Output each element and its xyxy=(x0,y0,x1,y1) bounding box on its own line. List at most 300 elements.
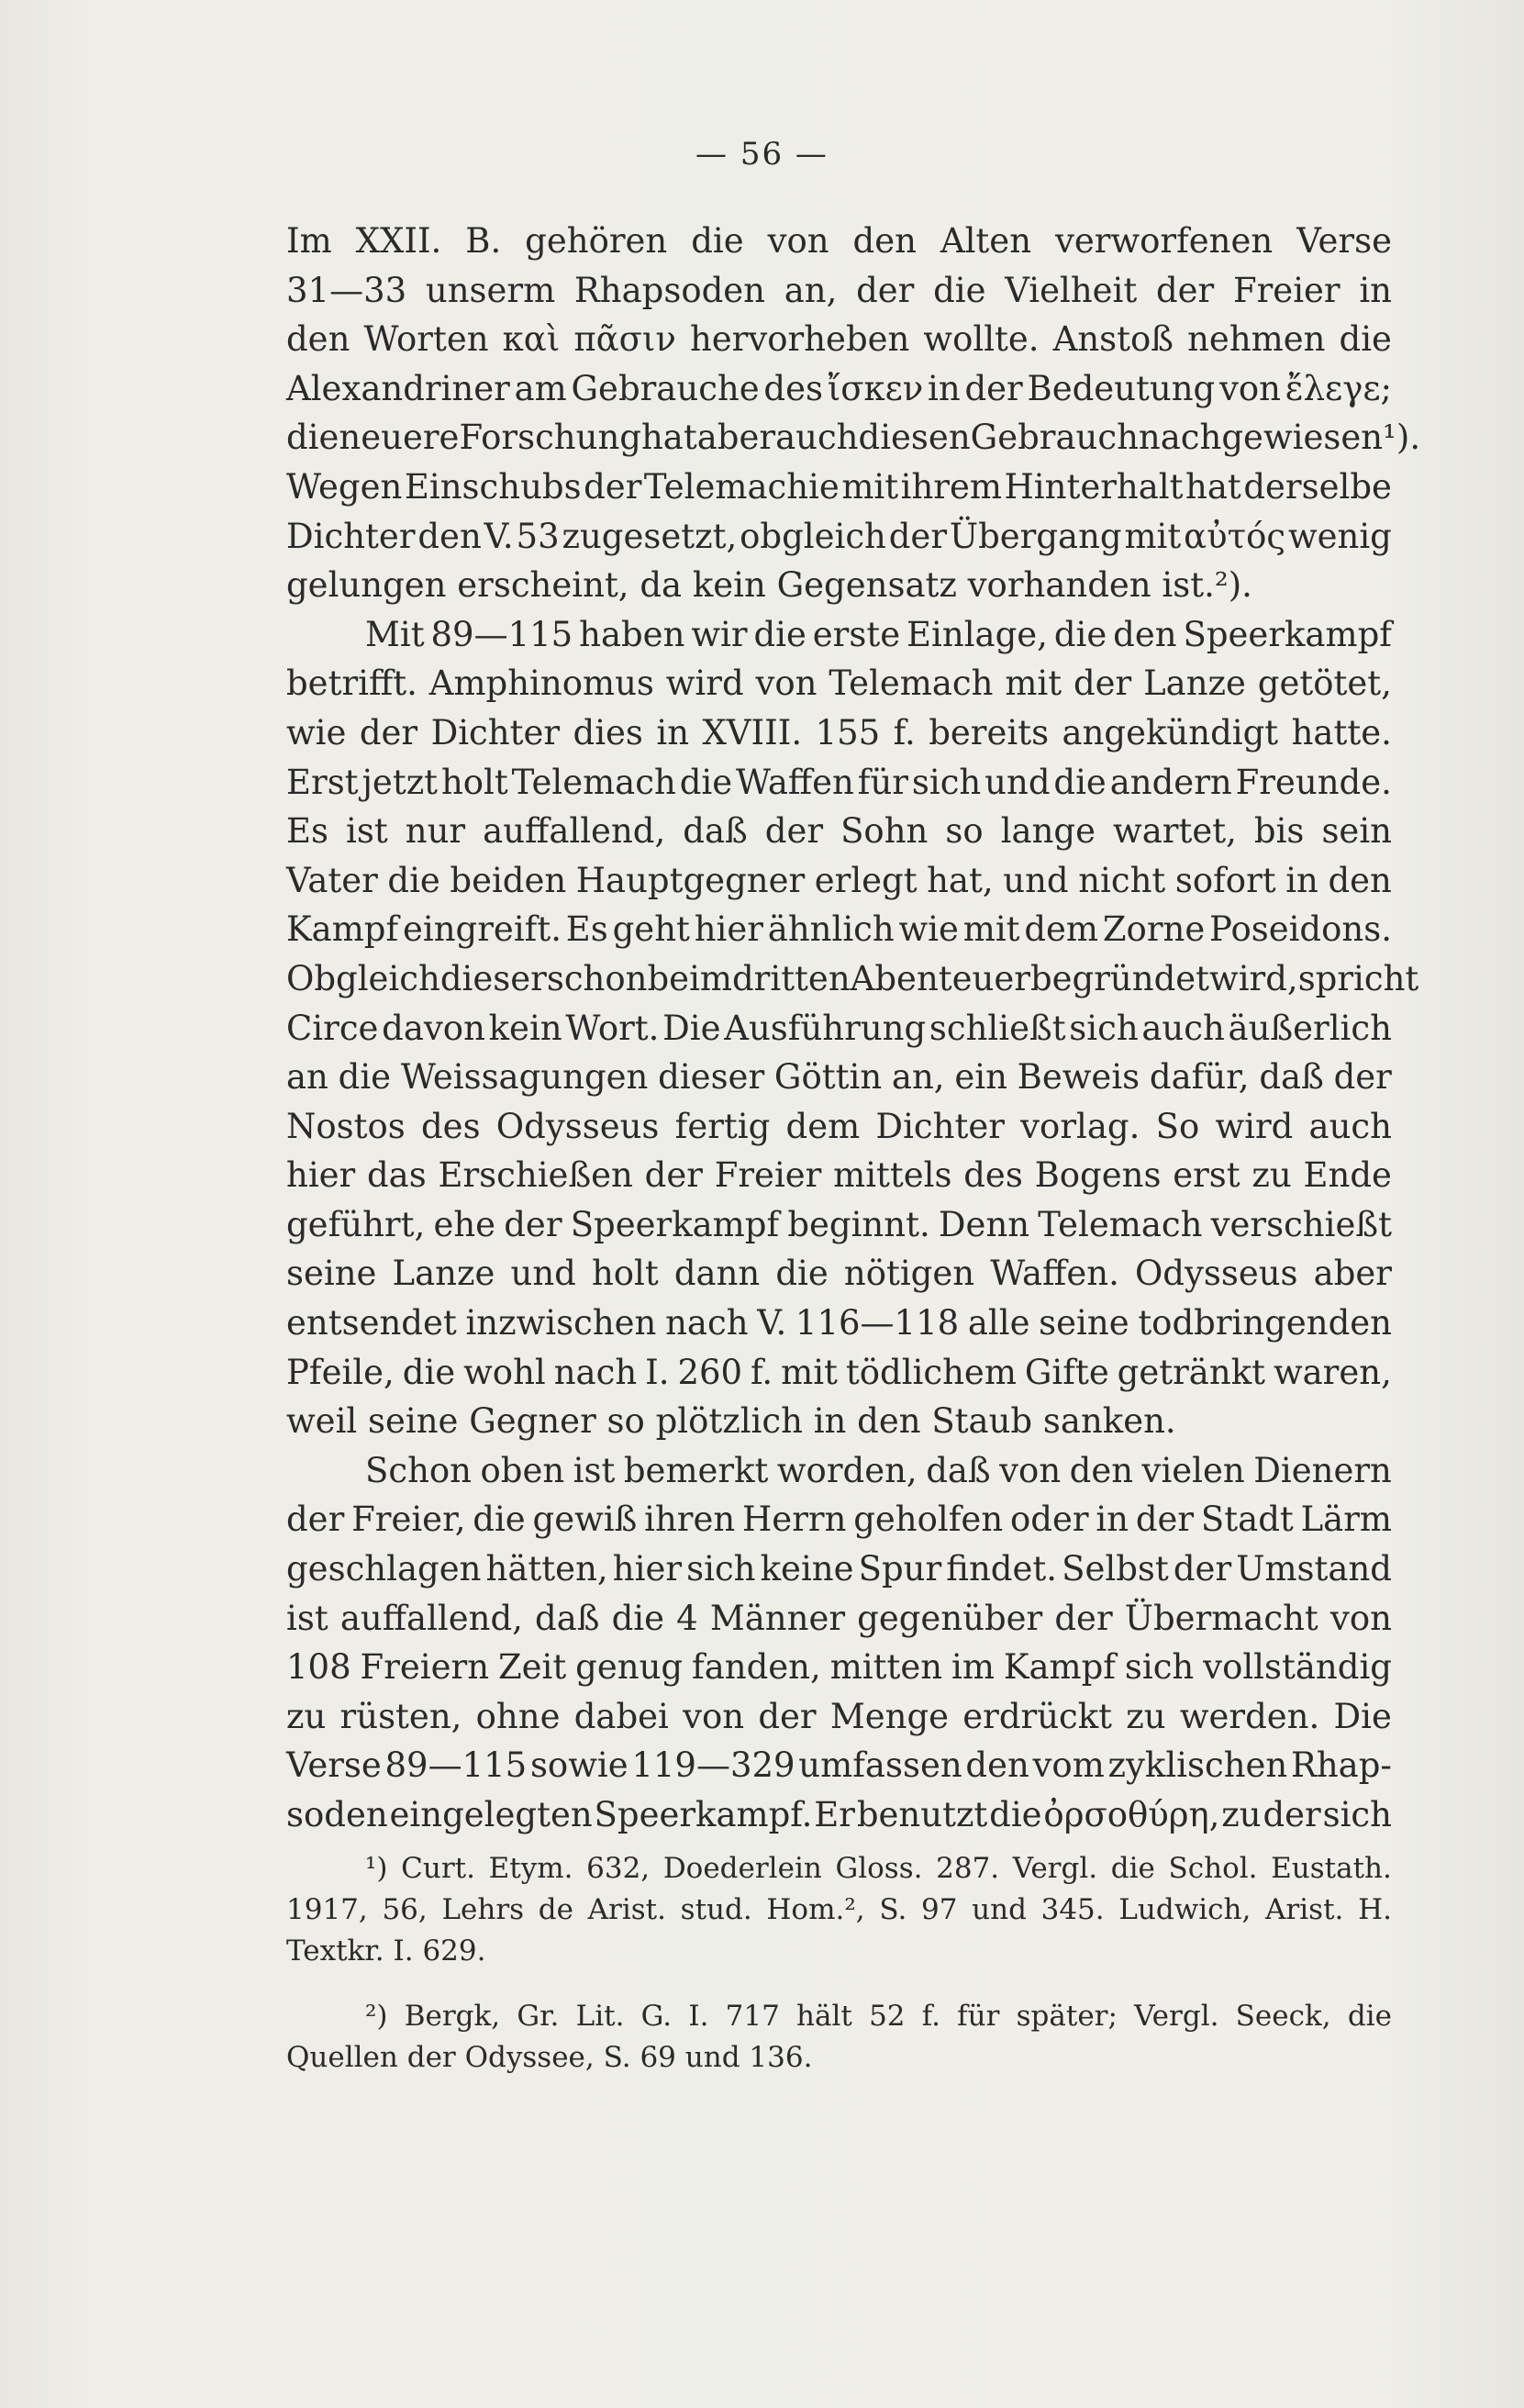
page-number: — 56 — xyxy=(695,136,829,173)
footnote-line xyxy=(286,1890,1392,1931)
word: schon xyxy=(546,958,648,998)
word: andern xyxy=(1109,762,1232,802)
word: hier xyxy=(286,1155,356,1196)
word: hätten, xyxy=(485,1549,608,1589)
word: Abenteuer xyxy=(850,958,1030,998)
word: Anstoß xyxy=(1052,319,1174,360)
word: Textkr. xyxy=(286,1934,394,1968)
word: ²) xyxy=(365,2000,388,2033)
word: καὶ xyxy=(502,319,561,360)
word: Im xyxy=(286,221,332,261)
word: Freunde. xyxy=(1235,762,1392,802)
word: davon xyxy=(382,1008,485,1048)
word: die xyxy=(286,418,339,458)
word: mit xyxy=(1124,516,1182,556)
word: Ludwich, xyxy=(1118,1893,1251,1926)
word: schließt xyxy=(929,1008,1066,1048)
word: der xyxy=(644,1155,703,1196)
word: Worten xyxy=(363,319,489,360)
word: die xyxy=(1053,762,1107,802)
word: daß xyxy=(535,1598,600,1638)
word: gewiß xyxy=(532,1499,638,1540)
word: Kampf xyxy=(1003,1647,1116,1688)
word: dieser xyxy=(658,1057,765,1098)
text-line xyxy=(286,1397,1392,1446)
word: Rhap- xyxy=(1290,1745,1392,1786)
word: Erschießen xyxy=(438,1155,633,1196)
word: umfassen xyxy=(798,1745,962,1786)
word: G. xyxy=(640,2000,673,2033)
word: Weissagungen xyxy=(400,1057,649,1098)
word: Curt. xyxy=(401,1852,475,1885)
word: Zorne xyxy=(1102,909,1206,950)
word: Odysseus xyxy=(495,1106,660,1146)
word: Bedeutung xyxy=(1027,368,1216,408)
word: rüsten, xyxy=(339,1696,462,1736)
body-text xyxy=(286,217,1421,1840)
word: obgleich xyxy=(740,516,886,556)
word: vielen xyxy=(1141,1450,1245,1490)
word: hat, xyxy=(927,860,994,900)
word: Männer xyxy=(709,1598,846,1638)
word: aber xyxy=(696,418,776,458)
word: Umstand xyxy=(1236,1549,1392,1589)
word: 155 xyxy=(815,712,881,752)
word: inzwischen xyxy=(465,1303,657,1343)
word: dabei xyxy=(573,1696,669,1736)
text-line xyxy=(286,1151,1392,1200)
word: Vielheit xyxy=(1005,270,1138,310)
text-line xyxy=(286,1102,1392,1152)
word: benutzt xyxy=(856,1795,988,1834)
word: Vergl. xyxy=(1012,1852,1098,1885)
word: vorlag. xyxy=(1020,1106,1140,1146)
word: für xyxy=(857,762,908,802)
word: und xyxy=(1003,860,1069,900)
word: Gegner xyxy=(469,1401,607,1442)
word: Dichter xyxy=(875,1106,1005,1146)
word: seine xyxy=(286,1254,377,1294)
word: des xyxy=(963,1155,1023,1196)
word: und xyxy=(984,762,1051,802)
word: Rhapsoden xyxy=(573,270,766,310)
word: 97 xyxy=(921,1893,958,1926)
word: I. xyxy=(688,2000,709,2033)
word: 116—118 xyxy=(795,1303,960,1343)
word: fanden, xyxy=(692,1647,821,1688)
word: daß xyxy=(926,1450,991,1490)
word: Gloss. xyxy=(835,1852,923,1885)
word: 136. xyxy=(749,2041,813,2074)
word: so xyxy=(606,1401,656,1442)
word: den xyxy=(965,1745,1029,1786)
word: Gebrauch xyxy=(970,418,1139,458)
word: Eustath. xyxy=(1271,1852,1392,1885)
word: bereits xyxy=(929,712,1050,752)
word: Dienern xyxy=(1253,1450,1392,1490)
word: auch xyxy=(1141,1008,1225,1048)
word: ἔλεγε; xyxy=(1285,368,1392,408)
footnote-line xyxy=(286,1996,1392,2037)
text-line xyxy=(286,512,1392,562)
footnote-line xyxy=(286,1848,1392,1890)
word: πᾶσιν xyxy=(573,319,676,360)
word: sich xyxy=(686,1549,756,1589)
word: Telemach xyxy=(829,663,994,704)
word: sich xyxy=(1124,1647,1195,1688)
word: dieser xyxy=(439,958,547,998)
text-line xyxy=(286,561,1392,610)
word: Pfeile, xyxy=(286,1352,395,1392)
word: zu xyxy=(1221,1795,1262,1834)
word: Wegen xyxy=(286,466,403,507)
word: den xyxy=(852,221,917,261)
word: der xyxy=(1333,1057,1392,1098)
word: Bogens xyxy=(1034,1155,1162,1196)
word: Übermacht xyxy=(1124,1598,1318,1638)
word: Kampf xyxy=(286,909,399,950)
footnote-line xyxy=(286,2037,1392,2079)
word: die xyxy=(402,1352,456,1392)
word: und xyxy=(684,2041,750,2074)
word: mit xyxy=(841,466,899,507)
word: Vergl. xyxy=(1134,2000,1219,2033)
word: Speerkampf xyxy=(1183,614,1392,654)
word: erdrückt xyxy=(962,1696,1113,1736)
word: vollständig xyxy=(1203,1647,1392,1688)
word: Lehrs xyxy=(441,1893,525,1926)
text-line xyxy=(286,1446,1392,1496)
word: die xyxy=(933,270,986,310)
word: sofort xyxy=(1174,860,1276,900)
word: wird xyxy=(665,663,744,704)
word: genug xyxy=(575,1647,684,1688)
text-line xyxy=(286,413,1421,463)
text-line xyxy=(286,364,1392,414)
word: Gebrauche xyxy=(571,368,760,408)
word: Übergang xyxy=(949,516,1122,556)
word: wohl xyxy=(463,1352,546,1392)
word: wollte. xyxy=(923,319,1040,360)
word: worden, xyxy=(776,1450,918,1490)
word: Odysseus xyxy=(1134,1254,1298,1294)
word: den xyxy=(1113,614,1177,654)
word: Verse xyxy=(286,1745,382,1786)
word: Gegensatz xyxy=(776,565,968,606)
word: dem xyxy=(1024,909,1099,950)
word: mit xyxy=(962,909,1020,950)
word: nach xyxy=(665,1303,749,1343)
word: ihren xyxy=(644,1499,736,1540)
word: Speerkampf. xyxy=(594,1795,813,1834)
word: alle xyxy=(967,1303,1030,1343)
word: Freiern xyxy=(360,1647,490,1688)
word: der xyxy=(504,1204,562,1244)
text-line xyxy=(286,1544,1392,1594)
word: an xyxy=(286,1057,328,1098)
word: V. xyxy=(484,516,514,556)
word: sein xyxy=(1321,811,1392,852)
word: Telemachie xyxy=(643,466,840,507)
word: nachgewiesen¹). xyxy=(1138,418,1421,458)
text-line xyxy=(286,1004,1392,1054)
word: 345. xyxy=(1040,1893,1105,1926)
word: ¹) xyxy=(365,1852,388,1885)
word: findet. xyxy=(946,1549,1058,1589)
word: wird xyxy=(1215,1106,1294,1146)
word: in xyxy=(1096,1499,1129,1540)
word: ist xyxy=(286,1598,328,1638)
word: soden xyxy=(286,1795,388,1834)
word: der xyxy=(406,2041,465,2074)
word: dies xyxy=(573,712,643,752)
word: ohne xyxy=(475,1696,561,1736)
word: der xyxy=(964,368,1023,408)
word: Schol. xyxy=(1168,1852,1258,1885)
word: Poseidons. xyxy=(1209,909,1392,950)
word: gegenüber xyxy=(857,1598,1043,1638)
word: mit xyxy=(781,1352,838,1392)
word: der xyxy=(286,1499,345,1540)
word: der xyxy=(584,466,642,507)
word: 119—329 xyxy=(631,1745,795,1786)
word: erst xyxy=(1173,1155,1240,1196)
word: Telemach xyxy=(511,762,676,802)
word: den xyxy=(1069,1450,1134,1490)
word: Denn xyxy=(938,1204,1030,1244)
word: geht xyxy=(612,909,690,950)
word: spricht xyxy=(1297,958,1419,998)
word: S. xyxy=(603,2041,640,2074)
word: Er xyxy=(814,1795,855,1834)
word: die xyxy=(1110,1852,1155,1885)
text-line xyxy=(286,1299,1392,1348)
word: oben xyxy=(480,1450,565,1490)
word: Waffen xyxy=(736,762,854,802)
word: zu xyxy=(1251,1155,1292,1196)
word: nehmen xyxy=(1187,319,1326,360)
word: zugesetzt, xyxy=(562,516,738,556)
text-line xyxy=(286,1053,1392,1102)
word: Selbst xyxy=(1062,1549,1169,1589)
word: der xyxy=(1263,1795,1321,1834)
word: lange xyxy=(1000,811,1096,852)
word: wenig xyxy=(1287,516,1392,556)
text-line xyxy=(286,905,1392,954)
word: de xyxy=(538,1893,573,1926)
text-line xyxy=(286,1790,1392,1840)
word: erste xyxy=(812,614,901,654)
word: eingelegten xyxy=(389,1795,593,1834)
text-line xyxy=(286,1495,1392,1544)
text-line xyxy=(286,463,1392,512)
word: bemerkt xyxy=(623,1450,769,1490)
word: ist.²). xyxy=(1162,565,1252,606)
word: weil xyxy=(286,1401,368,1442)
text-line xyxy=(286,1249,1392,1299)
footnote-line xyxy=(286,1931,1392,1972)
text-line xyxy=(286,610,1392,660)
word: B. xyxy=(465,221,502,261)
word: Amphinomus xyxy=(428,663,654,704)
word: Staub xyxy=(931,1401,1043,1442)
word: oder xyxy=(1009,1499,1089,1540)
word: die xyxy=(989,1795,1042,1834)
footnotes xyxy=(286,1848,1392,2079)
word: 69 xyxy=(640,2041,685,2074)
word: Lanze xyxy=(1143,663,1246,704)
word: Seeck, xyxy=(1235,2000,1331,2033)
word: 89—115 xyxy=(430,614,573,654)
word: ὀρσοθύρη, xyxy=(1043,1795,1220,1834)
word: seine xyxy=(368,1401,470,1442)
word: Spur xyxy=(858,1549,942,1589)
word: vom xyxy=(1032,1745,1105,1786)
word: Vater xyxy=(286,860,378,900)
word: So xyxy=(1155,1106,1200,1146)
word: Sohn xyxy=(840,811,929,852)
word: Speerkampf xyxy=(570,1204,780,1244)
word: in xyxy=(656,712,690,752)
word: 56, xyxy=(382,1893,428,1926)
word: tödlichem xyxy=(845,1352,1017,1392)
word: derselbe xyxy=(1243,466,1392,507)
word: in xyxy=(1285,860,1318,900)
text-line xyxy=(286,659,1392,708)
word: Einschubs xyxy=(404,466,582,507)
word: Forschung xyxy=(459,418,641,458)
word: des xyxy=(763,368,823,408)
word: mit xyxy=(1005,663,1062,704)
word: f. xyxy=(751,1352,773,1392)
word: der xyxy=(764,811,824,852)
word: Göttin xyxy=(773,1057,883,1098)
word: Es xyxy=(565,909,608,950)
word: Waffen. xyxy=(990,1254,1119,1294)
word: wird, xyxy=(1209,958,1298,998)
word: V. xyxy=(757,1303,787,1343)
word: für xyxy=(957,2000,1000,2033)
word: waren, xyxy=(1273,1352,1392,1392)
word: erscheint, xyxy=(457,565,640,606)
text-line xyxy=(286,1741,1392,1790)
word: sich xyxy=(911,762,982,802)
word: die xyxy=(1339,319,1392,360)
word: eingreift. xyxy=(402,909,562,950)
word: auffallend, xyxy=(483,811,666,852)
word: wir xyxy=(691,614,748,654)
word: von xyxy=(767,221,829,261)
word: seine xyxy=(1039,1303,1129,1343)
word: 260 xyxy=(677,1352,743,1392)
word: Ende xyxy=(1303,1155,1392,1196)
word: die xyxy=(775,1254,829,1294)
word: I. xyxy=(645,1352,670,1392)
word: gehören xyxy=(525,221,668,261)
text-line xyxy=(286,266,1392,316)
word: die xyxy=(1347,2000,1392,2033)
word: die xyxy=(691,221,744,261)
word: H. xyxy=(1358,1893,1392,1926)
word: den xyxy=(286,319,350,360)
word: entsendet xyxy=(286,1303,457,1343)
word: betrifft. xyxy=(286,663,417,704)
word: von xyxy=(755,663,818,704)
word: Etym. xyxy=(488,1852,573,1885)
word: Mit xyxy=(365,614,425,654)
text-line xyxy=(286,1643,1392,1692)
word: wartet, xyxy=(1113,811,1237,852)
word: bis xyxy=(1253,811,1305,852)
word: auch xyxy=(775,418,859,458)
word: Die xyxy=(662,1008,721,1048)
text-line xyxy=(286,1594,1392,1644)
word: mitten xyxy=(829,1647,943,1688)
word: die xyxy=(753,614,806,654)
word: auffallend, xyxy=(339,1598,523,1638)
word: Verse xyxy=(1296,221,1392,261)
word: nach xyxy=(553,1352,638,1392)
word: im xyxy=(951,1647,995,1688)
word: zu xyxy=(286,1696,327,1736)
word: Freier xyxy=(714,1155,822,1196)
word: Hauptgegner xyxy=(575,860,806,900)
word: Arist. xyxy=(587,1893,666,1926)
word: Zeit xyxy=(497,1647,567,1688)
word: von xyxy=(1329,1598,1392,1638)
word: Nostos xyxy=(286,1106,406,1146)
word: sich xyxy=(1322,1795,1392,1834)
word: getötet, xyxy=(1257,663,1392,704)
word: Ausführung xyxy=(724,1008,927,1048)
word: der xyxy=(359,712,418,752)
word: kein xyxy=(488,1008,562,1048)
word: die xyxy=(679,762,733,802)
word: keine xyxy=(760,1549,854,1589)
word: Wort. xyxy=(565,1008,660,1048)
text-line xyxy=(286,954,1419,1004)
word: plötzlich xyxy=(655,1401,814,1442)
word: holt xyxy=(440,762,508,802)
word: hält xyxy=(796,2000,852,2033)
word: Menge xyxy=(829,1696,950,1736)
word: ihrem xyxy=(900,466,1002,507)
word: nötigen xyxy=(843,1254,975,1294)
word: sanken. xyxy=(1042,1401,1176,1442)
word: die xyxy=(473,1499,526,1540)
word: hervorheben xyxy=(689,319,910,360)
word: beiden xyxy=(450,860,567,900)
word: und xyxy=(972,1893,1027,1926)
word: auch xyxy=(1308,1106,1392,1146)
word: geholfen xyxy=(853,1499,1004,1540)
word: 632, xyxy=(586,1852,651,1885)
word: Lit. xyxy=(575,2000,625,2033)
word: daß xyxy=(1259,1057,1324,1098)
word: XVIII. xyxy=(702,712,803,752)
word: Hom.², xyxy=(766,1893,865,1926)
word: gelungen xyxy=(286,565,458,606)
word: Alexandriner xyxy=(286,368,510,408)
text-line xyxy=(286,1200,1392,1250)
word: 89—115 xyxy=(384,1745,528,1786)
word: Dichter xyxy=(286,516,416,556)
word: Bergk, xyxy=(404,2000,501,2033)
word: f. xyxy=(921,2000,940,2033)
word: daß xyxy=(683,811,748,852)
word: Lanze xyxy=(392,1254,495,1294)
word: Dichter xyxy=(430,712,561,752)
